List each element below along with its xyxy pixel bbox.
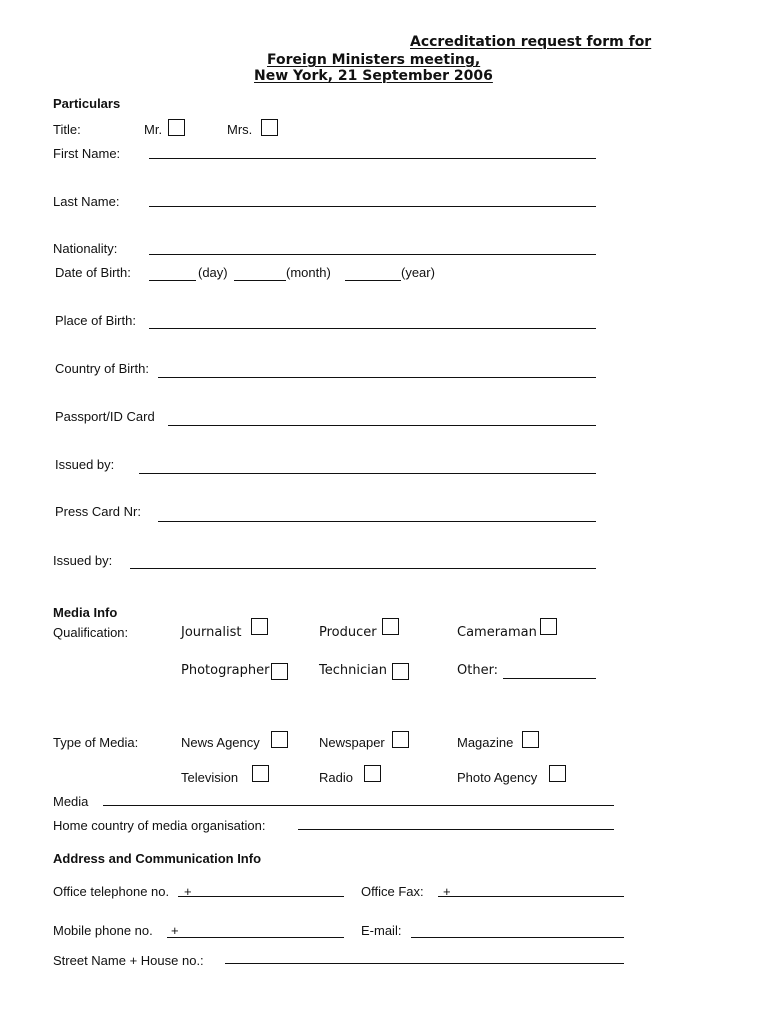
- country-of-birth-label: Country of Birth:: [55, 361, 149, 376]
- office-telephone-label: Office telephone no.: [53, 884, 170, 899]
- address-heading: Address and Communication Info: [53, 851, 262, 866]
- form-title-line-2: Foreign Ministers meeting,: [267, 52, 481, 68]
- office-fax-field[interactable]: [438, 896, 624, 897]
- media-label: Media: [53, 794, 89, 809]
- place-of-birth-label: Place of Birth:: [55, 313, 136, 328]
- mobile-phone-field[interactable]: [167, 937, 344, 938]
- dob-day-field[interactable]: [149, 280, 196, 281]
- press-issued-by-field[interactable]: [130, 568, 596, 569]
- office-telephone-plus: +: [184, 884, 192, 899]
- form-title-line-1: Accreditation request form for: [410, 34, 652, 50]
- dob-label: Date of Birth:: [55, 265, 131, 280]
- qualification-label: Qualification:: [53, 625, 129, 640]
- mr-label: Mr.: [144, 122, 163, 137]
- issued-by-label: Issued by:: [55, 457, 115, 472]
- radio-label: Radio: [319, 770, 353, 785]
- photographer-checkbox[interactable]: [271, 663, 288, 680]
- cameraman-label: Cameraman: [457, 625, 537, 640]
- place-of-birth-field[interactable]: [149, 328, 596, 329]
- passport-field[interactable]: [168, 425, 596, 426]
- last-name-field[interactable]: [149, 206, 596, 207]
- country-of-birth-field[interactable]: [158, 377, 596, 378]
- type-of-media-label: Type of Media:: [53, 735, 139, 750]
- email-field[interactable]: [411, 937, 624, 938]
- news-agency-label: News Agency: [181, 735, 260, 750]
- newspaper-label: Newspaper: [319, 735, 385, 750]
- radio-checkbox[interactable]: [364, 765, 381, 782]
- magazine-checkbox[interactable]: [522, 731, 539, 748]
- television-checkbox[interactable]: [252, 765, 269, 782]
- other-field[interactable]: [503, 678, 596, 679]
- producer-label: Producer: [319, 625, 377, 640]
- mobile-phone-plus: +: [171, 923, 179, 938]
- mr-checkbox[interactable]: [168, 119, 185, 136]
- email-label: E-mail:: [361, 923, 402, 938]
- last-name-label: Last Name:: [53, 194, 120, 209]
- media-info-heading: Media Info: [53, 605, 118, 620]
- nationality-label: Nationality:: [53, 241, 118, 256]
- photographer-label: Photographer: [181, 663, 270, 678]
- cameraman-checkbox[interactable]: [540, 618, 557, 635]
- office-fax-plus: +: [443, 884, 451, 899]
- mrs-label: Mrs.: [227, 122, 253, 137]
- office-fax-label: Office Fax:: [361, 884, 424, 899]
- office-telephone-field[interactable]: [178, 896, 344, 897]
- mrs-checkbox[interactable]: [261, 119, 278, 136]
- dob-day-label: (day): [198, 265, 228, 280]
- issued-by-field[interactable]: [139, 473, 596, 474]
- title-label: Title:: [53, 122, 81, 137]
- television-label: Television: [181, 770, 239, 785]
- press-card-field[interactable]: [158, 521, 596, 522]
- newspaper-checkbox[interactable]: [392, 731, 409, 748]
- dob-month-field[interactable]: [234, 280, 286, 281]
- street-field[interactable]: [225, 963, 624, 964]
- first-name-field[interactable]: [149, 158, 596, 159]
- dob-year-field[interactable]: [345, 280, 401, 281]
- mobile-phone-label: Mobile phone no.: [53, 923, 153, 938]
- home-country-label: Home country of media organisation:: [53, 818, 266, 833]
- dob-month-label: (month): [286, 265, 331, 280]
- press-issued-by-label: Issued by:: [53, 553, 113, 568]
- press-card-label: Press Card Nr:: [55, 504, 141, 519]
- journalist-checkbox[interactable]: [251, 618, 268, 635]
- home-country-field[interactable]: [298, 829, 614, 830]
- media-field[interactable]: [103, 805, 614, 806]
- magazine-label: Magazine: [457, 735, 514, 750]
- photo-agency-checkbox[interactable]: [549, 765, 566, 782]
- dob-year-label: (year): [401, 265, 435, 280]
- passport-label: Passport/ID Card: [55, 409, 155, 424]
- other-label: Other:: [457, 663, 499, 678]
- news-agency-checkbox[interactable]: [271, 731, 288, 748]
- technician-checkbox[interactable]: [392, 663, 409, 680]
- street-label: Street Name + House no.:: [53, 953, 204, 968]
- technician-label: Technician: [319, 663, 387, 678]
- nationality-field[interactable]: [149, 254, 596, 255]
- first-name-label: First Name:: [53, 146, 121, 161]
- particulars-heading: Particulars: [53, 96, 121, 111]
- producer-checkbox[interactable]: [382, 618, 399, 635]
- form-title-line-3: New York, 21 September 2006: [254, 68, 493, 84]
- photo-agency-label: Photo Agency: [457, 770, 538, 785]
- journalist-label: Journalist: [181, 625, 242, 640]
